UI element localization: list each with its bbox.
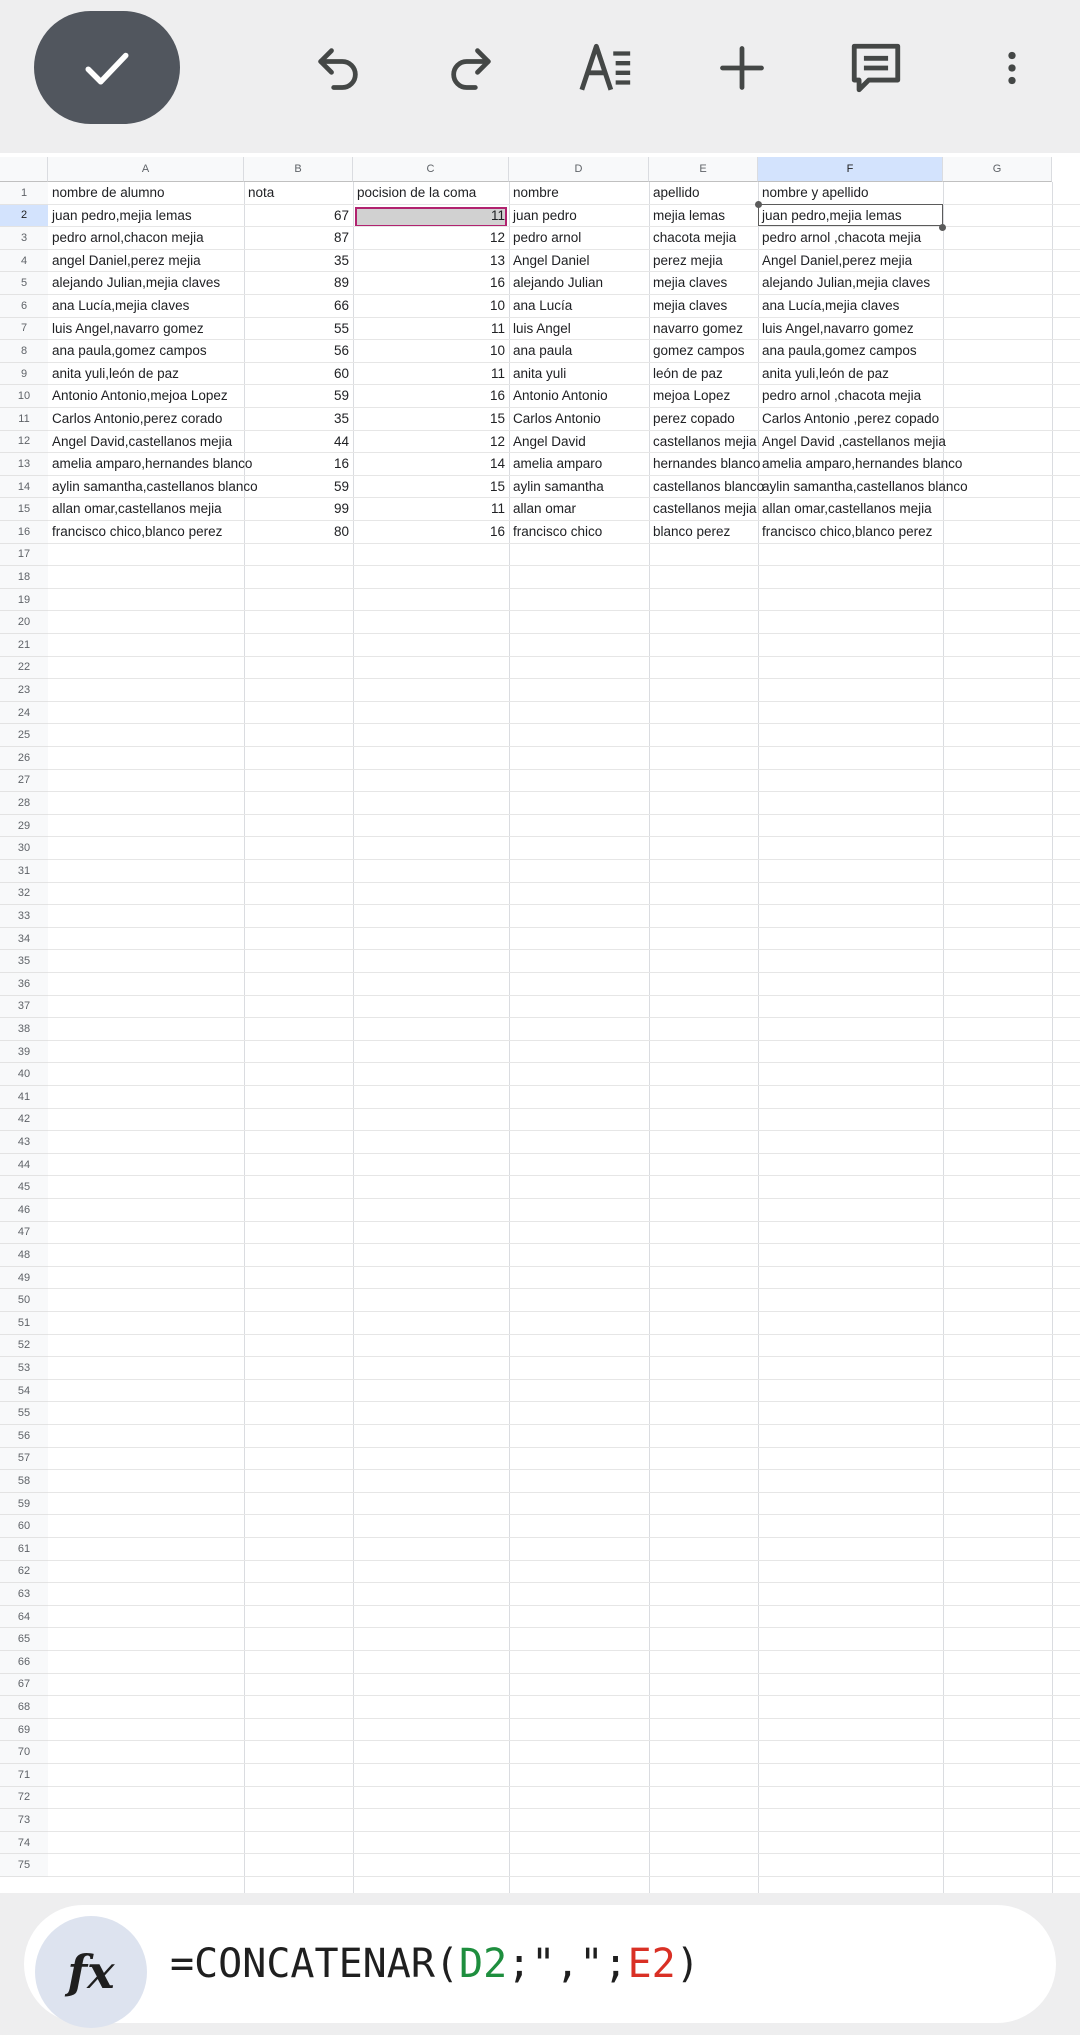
row-header[interactable]: 56 — [0, 1425, 48, 1448]
row-gridline — [48, 1627, 1080, 1628]
cell-d2[interactable]: juan pedro — [513, 207, 577, 223]
row-gridline — [48, 995, 1080, 996]
row-gridline — [48, 701, 1080, 702]
cell-e15[interactable]: castellanos mejia — [653, 501, 757, 517]
cell-c16[interactable]: 16 — [489, 524, 505, 539]
cell-c1[interactable]: pocision de la coma — [357, 185, 477, 200]
cell-b11[interactable]: 35 — [333, 411, 349, 426]
row-header[interactable]: 23 — [0, 679, 48, 702]
row-gridline — [48, 1356, 1080, 1357]
column-header-b[interactable]: B — [244, 157, 353, 182]
cell-a6[interactable]: ana Lucía,mejia claves — [52, 298, 190, 313]
row-header[interactable]: 31 — [0, 860, 48, 883]
row-gridline — [48, 656, 1080, 657]
row-header[interactable]: 17 — [0, 544, 48, 567]
row-header[interactable]: 57 — [0, 1448, 48, 1471]
undo-icon — [312, 42, 364, 94]
row-gridline — [48, 1650, 1080, 1651]
row-header[interactable]: 65 — [0, 1628, 48, 1651]
cell-f9[interactable]: anita yuli,león de paz — [762, 365, 889, 381]
cell-c2[interactable]: 11 — [490, 207, 505, 223]
row-header[interactable]: 11 — [0, 408, 48, 431]
row-gridline — [48, 1130, 1080, 1131]
cell-e5[interactable]: mejia claves — [653, 275, 728, 291]
formula-suffix: ) — [675, 1941, 700, 1987]
row-header[interactable]: 33 — [0, 905, 48, 928]
row-gridline — [48, 859, 1080, 860]
cell-f15[interactable]: allan omar,castellanos mejia — [762, 501, 932, 517]
row-gridline — [48, 610, 1080, 611]
cell-e8[interactable]: gomez campos — [653, 343, 745, 359]
cell-e6[interactable]: mejia claves — [653, 298, 728, 313]
cell-d13[interactable]: amelia amparo — [513, 456, 603, 472]
row-gridline — [48, 1221, 1080, 1222]
cell-a11[interactable]: Carlos Antonio,perez corado — [52, 411, 223, 426]
row-gridline — [48, 1718, 1080, 1719]
row-gridline — [48, 1153, 1080, 1154]
cell-e1[interactable]: apellido — [653, 185, 700, 200]
row-gridline — [48, 633, 1080, 634]
row-header[interactable]: 66 — [0, 1651, 48, 1674]
row-header[interactable]: 26 — [0, 747, 48, 770]
row-header[interactable]: 72 — [0, 1787, 48, 1810]
row-gridline — [48, 1537, 1080, 1538]
cell-d10[interactable]: Antonio Antonio — [513, 388, 608, 404]
cell-a10[interactable]: Antonio Antonio,mejoa Lopez — [52, 388, 228, 404]
cell-a5[interactable]: alejando Julian,mejia claves — [52, 275, 221, 291]
column-header-e[interactable]: E — [649, 157, 758, 182]
cell-e12[interactable]: castellanos mejia — [653, 433, 757, 449]
cell-a12[interactable]: Angel David,castellanos mejia — [52, 433, 233, 449]
row-header[interactable]: 61 — [0, 1538, 48, 1561]
row-header[interactable]: 49 — [0, 1267, 48, 1290]
cell-d6[interactable]: ana Lucía — [513, 298, 573, 313]
row-header[interactable]: 69 — [0, 1719, 48, 1742]
cell-d1[interactable]: nombre — [513, 185, 559, 200]
formula-ref-e2: E2 — [627, 1941, 676, 1987]
row-header[interactable]: 34 — [0, 928, 48, 951]
row-gridline — [48, 1311, 1080, 1312]
cell-f3[interactable]: pedro arnol ,chacota mejia — [762, 230, 922, 246]
more-vert-icon — [992, 42, 1032, 94]
row-gridline — [48, 1040, 1080, 1041]
formula-bar — [0, 1893, 1080, 2035]
row-header[interactable]: 10 — [0, 385, 48, 408]
row-header[interactable]: 35 — [0, 950, 48, 973]
cell-d7[interactable]: luis Angel — [513, 320, 571, 336]
row-header[interactable]: 42 — [0, 1109, 48, 1132]
check-icon — [77, 38, 137, 98]
formula-ref-d2: D2 — [458, 1941, 508, 1987]
row-gridline — [48, 1243, 1080, 1244]
row-header[interactable]: 14 — [0, 476, 48, 499]
cell-f6[interactable]: ana Lucía,mejia claves — [762, 298, 900, 313]
cell-c8[interactable]: 10 — [489, 343, 505, 359]
cell-d5[interactable]: alejando Julian — [513, 275, 604, 291]
row-gridline — [48, 1673, 1080, 1674]
insert-button[interactable] — [714, 40, 770, 96]
row-header[interactable]: 45 — [0, 1176, 48, 1199]
cell-e10[interactable]: mejoa Lopez — [653, 388, 731, 404]
row-header[interactable]: 52 — [0, 1335, 48, 1358]
row-header[interactable]: 46 — [0, 1199, 48, 1222]
cell-b1[interactable]: nota — [248, 185, 275, 200]
formula-prefix: =CONCATENAR( — [170, 1941, 459, 1987]
row-header[interactable]: 2 — [0, 205, 48, 228]
cell-b14[interactable]: 59 — [333, 478, 349, 494]
cell-d4[interactable]: Angel Daniel — [513, 252, 590, 268]
cell-d15[interactable]: allan omar — [513, 501, 577, 517]
cell-a15[interactable]: allan omar,castellanos mejia — [52, 501, 222, 517]
row-gridline — [48, 1175, 1080, 1176]
row-header[interactable]: 63 — [0, 1583, 48, 1606]
comment-button[interactable] — [848, 40, 904, 96]
cell-e9[interactable]: león de paz — [653, 365, 723, 381]
cell-b5[interactable]: 89 — [333, 275, 349, 291]
row-gridline — [48, 1831, 1080, 1832]
row-gridline — [48, 904, 1080, 905]
cell-e2[interactable]: mejia lemas — [653, 207, 726, 223]
cell-a9[interactable]: anita yuli,león de paz — [52, 365, 179, 381]
row-gridline — [48, 1469, 1080, 1470]
cell-b12[interactable]: 44 — [333, 433, 349, 449]
row-gridline — [48, 1334, 1080, 1335]
row-header[interactable]: 1 — [0, 182, 48, 205]
row-gridline — [48, 1786, 1080, 1787]
row-header[interactable]: 73 — [0, 1809, 48, 1832]
cell-b8[interactable]: 56 — [333, 343, 349, 359]
row-gridline — [48, 949, 1080, 950]
row-gridline — [48, 1740, 1080, 1741]
cell-a3[interactable]: pedro arnol,chacon mejia — [52, 230, 204, 246]
cell-b4[interactable]: 35 — [333, 252, 349, 268]
plus-icon — [716, 42, 768, 94]
function-button[interactable] — [35, 1916, 147, 2028]
cell-a7[interactable]: luis Angel,navarro gomez — [52, 320, 204, 336]
row-gridline — [48, 1401, 1080, 1402]
redo-button[interactable] — [443, 40, 499, 96]
row-header[interactable]: 60 — [0, 1515, 48, 1538]
cell-d3[interactable]: pedro arnol — [513, 230, 582, 246]
row-header[interactable]: 50 — [0, 1289, 48, 1312]
cell-d16[interactable]: francisco chico — [513, 524, 603, 539]
cell-e7[interactable]: navarro gomez — [653, 320, 744, 336]
cell-f4[interactable]: Angel Daniel,perez mejia — [762, 252, 913, 268]
row-gridline — [48, 769, 1080, 770]
row-header[interactable]: 24 — [0, 702, 48, 725]
row-header[interactable]: 54 — [0, 1380, 48, 1403]
row-header[interactable]: 16 — [0, 521, 48, 544]
formula-separator: ; — [507, 1941, 532, 1987]
cell-f11[interactable]: Carlos Antonio ,perez copado — [762, 411, 940, 426]
select-all-corner[interactable] — [0, 157, 48, 182]
row-gridline — [48, 746, 1080, 747]
row-gridline — [48, 1198, 1080, 1199]
column-header-g[interactable]: G — [943, 157, 1052, 182]
row-header[interactable]: 43 — [0, 1131, 48, 1154]
cell-f16[interactable]: francisco chico,blanco perez — [762, 524, 933, 539]
cell-c13[interactable]: 14 — [489, 456, 505, 472]
row-gridline — [48, 565, 1080, 566]
row-header[interactable]: 9 — [0, 363, 48, 386]
row-gridline — [48, 791, 1080, 792]
row-gridline — [48, 1560, 1080, 1561]
cell-b7[interactable]: 55 — [333, 320, 349, 336]
cell-c12[interactable]: 12 — [489, 433, 505, 449]
row-header[interactable]: 44 — [0, 1154, 48, 1177]
cell-a1[interactable]: nombre de alumno — [52, 185, 165, 200]
row-gridline — [48, 927, 1080, 928]
row-gridline — [48, 1582, 1080, 1583]
row-header[interactable]: 59 — [0, 1493, 48, 1516]
cell-e13[interactable]: hernandes blanco — [653, 456, 761, 472]
row-gridline — [48, 1876, 1080, 1877]
row-gridline — [48, 1424, 1080, 1425]
row-header[interactable]: 58 — [0, 1470, 48, 1493]
redo-icon — [445, 42, 497, 94]
row-header[interactable]: 29 — [0, 815, 48, 838]
confirm-edit-button[interactable] — [34, 11, 180, 124]
row-header[interactable]: 22 — [0, 657, 48, 680]
row-header[interactable]: 32 — [0, 883, 48, 906]
row-header[interactable]: 27 — [0, 770, 48, 793]
row-gridline — [48, 1085, 1080, 1086]
cell-e11[interactable]: perez copado — [653, 411, 735, 426]
row-header[interactable]: 3 — [0, 227, 48, 250]
row-gridline — [48, 1266, 1080, 1267]
cell-d8[interactable]: ana paula — [513, 343, 573, 359]
row-header[interactable]: 41 — [0, 1086, 48, 1109]
row-gridline — [48, 1447, 1080, 1448]
cell-c10[interactable]: 16 — [489, 388, 505, 404]
row-gridline — [48, 1808, 1080, 1809]
row-header[interactable]: 8 — [0, 340, 48, 363]
row-gridline — [48, 678, 1080, 679]
row-header[interactable]: 21 — [0, 634, 48, 657]
text-format-button[interactable] — [578, 40, 634, 96]
cell-f1[interactable]: nombre y apellido — [762, 185, 869, 200]
row-gridline — [48, 814, 1080, 815]
cell-c7[interactable]: 11 — [490, 320, 505, 336]
cell-a16[interactable]: francisco chico,blanco perez — [52, 524, 223, 539]
row-header[interactable]: 12 — [0, 431, 48, 454]
row-header[interactable]: 48 — [0, 1244, 48, 1267]
cell-a4[interactable]: angel Daniel,perez mejia — [52, 252, 201, 268]
row-header[interactable]: 47 — [0, 1222, 48, 1245]
cell-a14[interactable]: aylin samantha,castellanos blanco — [52, 478, 258, 494]
cell-c5[interactable]: 16 — [489, 275, 505, 291]
cell-e3[interactable]: chacota mejia — [653, 230, 737, 246]
cell-c11[interactable]: 15 — [489, 411, 505, 426]
column-header-d[interactable]: D — [509, 157, 649, 182]
cell-b15[interactable]: 99 — [333, 501, 349, 517]
row-gridline — [48, 972, 1080, 973]
cell-a2[interactable]: juan pedro,mejia lemas — [52, 207, 192, 223]
row-header[interactable]: 75 — [0, 1854, 48, 1877]
row-gridline — [48, 1853, 1080, 1854]
comment-icon — [847, 39, 905, 97]
cell-f8[interactable]: ana paula,gomez campos — [762, 343, 917, 359]
row-header[interactable]: 39 — [0, 1041, 48, 1064]
cell-a8[interactable]: ana paula,gomez campos — [52, 343, 207, 359]
cell-b10[interactable]: 59 — [333, 388, 349, 404]
cell-f14[interactable]: aylin samantha,castellanos blanco — [762, 478, 968, 494]
formula-separator: ; — [603, 1941, 628, 1987]
row-header[interactable]: 13 — [0, 453, 48, 476]
row-header[interactable]: 62 — [0, 1561, 48, 1584]
more-options-button[interactable] — [984, 40, 1040, 96]
column-gridline — [1052, 182, 1053, 1902]
row-gridline — [48, 723, 1080, 724]
cell-f2[interactable]: juan pedro,mejia lemas — [762, 207, 902, 223]
row-header[interactable]: 7 — [0, 318, 48, 341]
undo-button[interactable] — [310, 40, 366, 96]
cell-f13[interactable]: amelia amparo,hernandes blanco — [762, 456, 963, 472]
row-header[interactable]: 37 — [0, 996, 48, 1019]
row-header[interactable]: 30 — [0, 837, 48, 860]
row-header[interactable]: 64 — [0, 1606, 48, 1629]
selection-handle[interactable] — [939, 224, 946, 231]
cell-e4[interactable]: perez mejia — [653, 252, 723, 268]
row-header[interactable]: 40 — [0, 1063, 48, 1086]
row-header[interactable]: 71 — [0, 1764, 48, 1787]
row-gridline — [48, 882, 1080, 883]
fx-icon: fx — [67, 1945, 115, 1999]
row-header[interactable]: 18 — [0, 566, 48, 589]
column-header-a[interactable]: A — [48, 157, 244, 182]
cell-b3[interactable]: 87 — [333, 230, 349, 246]
row-header[interactable]: 55 — [0, 1402, 48, 1425]
row-header[interactable]: 38 — [0, 1018, 48, 1041]
row-header[interactable]: 68 — [0, 1696, 48, 1719]
referenced-cell-outline — [758, 204, 943, 226]
row-gridline — [48, 1605, 1080, 1606]
row-header[interactable]: 74 — [0, 1832, 48, 1855]
row-gridline — [48, 1379, 1080, 1380]
row-header[interactable]: 70 — [0, 1741, 48, 1764]
cell-c4[interactable]: 13 — [489, 252, 505, 268]
cell-d12[interactable]: Angel David — [513, 433, 586, 449]
row-gridline — [48, 1763, 1080, 1764]
cell-c9[interactable]: 11 — [490, 365, 505, 381]
cell-c14[interactable]: 15 — [489, 478, 505, 494]
row-header[interactable]: 53 — [0, 1357, 48, 1380]
row-gridline — [48, 1288, 1080, 1289]
formula-text[interactable] — [170, 1893, 700, 2035]
cell-a13[interactable]: amelia amparo,hernandes blanco — [52, 456, 253, 472]
cell-b9[interactable]: 60 — [333, 365, 349, 381]
cell-b13[interactable]: 16 — [333, 456, 349, 472]
cell-f7[interactable]: luis Angel,navarro gomez — [762, 320, 914, 336]
row-header[interactable]: 15 — [0, 498, 48, 521]
cell-b2[interactable]: 67 — [333, 207, 349, 223]
cell-e16[interactable]: blanco perez — [653, 524, 731, 539]
spreadsheet-grid[interactable] — [0, 157, 1080, 1889]
row-header[interactable]: 36 — [0, 973, 48, 996]
row-gridline — [48, 1062, 1080, 1063]
row-header[interactable]: 20 — [0, 611, 48, 634]
row-header[interactable]: 5 — [0, 272, 48, 295]
row-header[interactable]: 51 — [0, 1312, 48, 1335]
row-gridline — [48, 1695, 1080, 1696]
cell-f5[interactable]: alejando Julian,mejia claves — [762, 275, 931, 291]
formula-literal: "," — [531, 1941, 604, 1987]
row-header[interactable]: 67 — [0, 1674, 48, 1697]
column-header-c[interactable]: C — [353, 157, 509, 182]
row-gridline — [48, 1514, 1080, 1515]
cell-c15[interactable]: 11 — [490, 501, 505, 517]
cell-f12[interactable]: Angel David ,castellanos mejia — [762, 433, 946, 449]
cell-d14[interactable]: aylin samantha — [513, 478, 604, 494]
row-gridline — [48, 588, 1080, 589]
row-header[interactable]: 4 — [0, 250, 48, 273]
edit-toolbar — [0, 0, 1080, 153]
cell-c3[interactable]: 12 — [489, 230, 505, 246]
column-header-f[interactable]: F — [758, 157, 943, 182]
cell-c6[interactable]: 10 — [489, 298, 505, 313]
row-header[interactable]: 19 — [0, 589, 48, 612]
selection-handle[interactable] — [755, 201, 762, 208]
cell-b16[interactable]: 80 — [333, 524, 349, 539]
cell-e14[interactable]: castellanos blanco — [653, 478, 765, 494]
row-gridline — [48, 1492, 1080, 1493]
row-gridline — [48, 1108, 1080, 1109]
row-header[interactable]: 6 — [0, 295, 48, 318]
cell-f10[interactable]: pedro arnol ,chacota mejia — [762, 388, 922, 404]
cell-d11[interactable]: Carlos Antonio — [513, 411, 601, 426]
row-gridline — [48, 836, 1080, 837]
row-gridline — [48, 1017, 1080, 1018]
cell-d9[interactable]: anita yuli — [513, 365, 567, 381]
text-format-icon — [577, 39, 635, 97]
cell-b6[interactable]: 66 — [333, 298, 349, 313]
row-header[interactable]: 25 — [0, 724, 48, 747]
row-header[interactable]: 28 — [0, 792, 48, 815]
